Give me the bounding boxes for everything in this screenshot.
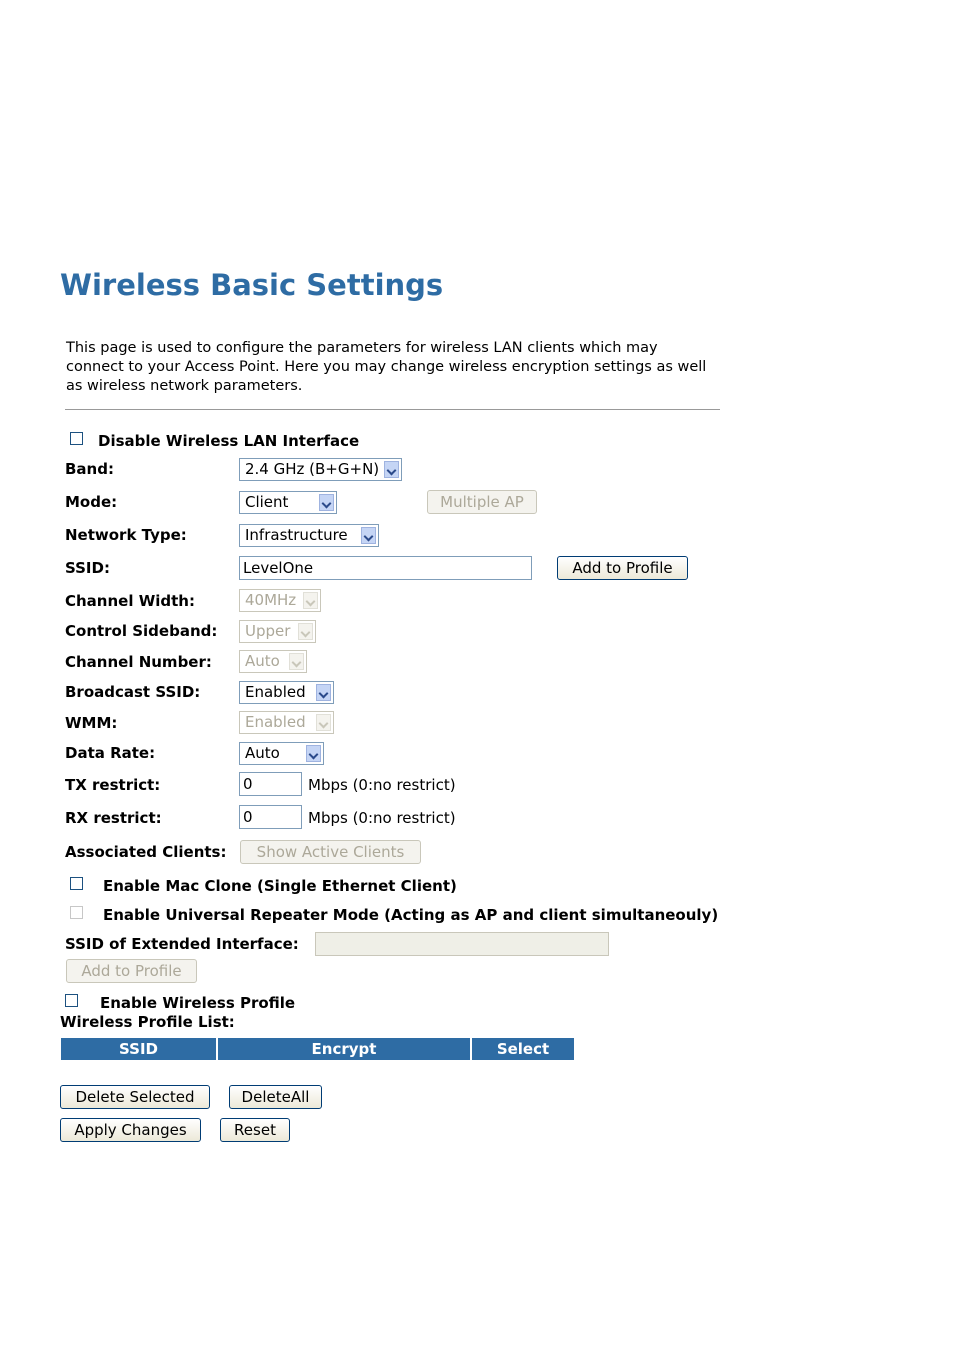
- ssid-label: SSID:: [65, 559, 110, 577]
- channel-width-value: 40MHz: [245, 591, 297, 609]
- broadcast-ssid-label: Broadcast SSID:: [65, 683, 201, 701]
- chevron-down-icon: [306, 745, 321, 762]
- chevron-down-icon: [316, 714, 331, 731]
- apply-changes-button[interactable]: Apply Changes: [60, 1118, 201, 1142]
- network-type-label: Network Type:: [65, 526, 187, 544]
- chevron-down-icon: [384, 461, 399, 478]
- ssid-input[interactable]: LevelOne: [239, 556, 532, 580]
- mode-select[interactable]: [239, 491, 337, 514]
- divider: [65, 409, 720, 410]
- associated-clients-label: Associated Clients:: [65, 843, 227, 861]
- channel-width-label: Channel Width:: [65, 592, 195, 610]
- band-select[interactable]: [239, 458, 402, 481]
- chevron-down-icon: [298, 623, 313, 640]
- band-label: Band:: [65, 460, 114, 478]
- wmm-label: WMM:: [65, 714, 118, 732]
- rx-restrict-input[interactable]: 0: [239, 805, 302, 829]
- chevron-down-icon: [289, 653, 304, 670]
- data-rate-select[interactable]: [239, 742, 324, 765]
- mode-value: Client: [245, 493, 289, 511]
- control-sideband-label: Control Sideband:: [65, 622, 218, 640]
- table-header-ssid: SSID: [61, 1038, 216, 1060]
- delete-all-button[interactable]: DeleteAll: [229, 1085, 322, 1109]
- network-type-value: Infrastructure: [245, 526, 348, 544]
- mode-label: Mode:: [65, 493, 118, 511]
- delete-selected-button[interactable]: Delete Selected: [60, 1085, 210, 1109]
- control-sideband-select[interactable]: [239, 620, 316, 643]
- ext-add-to-profile-button[interactable]: Add to Profile: [66, 959, 197, 983]
- table-header-encrypt: Encrypt: [218, 1038, 470, 1060]
- page-description: This page is used to configure the parameters for wireless LAN clients which may connect to your Access Point. Here you may change wireless encryption settings as well as wireless network parameters.: [66, 340, 707, 394]
- control-sideband-value: Upper: [245, 622, 291, 640]
- broadcast-ssid-value: Enabled: [245, 683, 306, 701]
- reset-button[interactable]: Reset: [220, 1118, 290, 1142]
- tx-restrict-unit: Mbps (0:no restrict): [308, 776, 456, 794]
- tx-restrict-label: TX restrict:: [65, 776, 161, 794]
- chevron-down-icon: [319, 494, 334, 511]
- data-rate-label: Data Rate:: [65, 744, 156, 762]
- profile-list-label: Wireless Profile List:: [60, 1013, 235, 1031]
- disable-wlan-checkbox[interactable]: [70, 432, 83, 445]
- wmm-select[interactable]: [239, 711, 334, 734]
- channel-number-label: Channel Number:: [65, 653, 212, 671]
- chevron-down-icon: [303, 592, 318, 609]
- band-value: 2.4 GHz (B+G+N): [245, 460, 380, 478]
- add-to-profile-button[interactable]: Add to Profile: [557, 556, 688, 580]
- repeater-label: Enable Universal Repeater Mode (Acting as AP and client simultaneouly): [103, 906, 719, 924]
- wireless-profile-label: Enable Wireless Profile: [100, 994, 296, 1012]
- table-header-select: Select: [472, 1038, 574, 1060]
- show-active-clients-button[interactable]: Show Active Clients: [240, 840, 421, 864]
- tx-restrict-input[interactable]: 0: [239, 772, 302, 796]
- ext-ssid-input[interactable]: [315, 932, 609, 956]
- channel-number-select[interactable]: [239, 650, 307, 673]
- channel-number-value: Auto: [245, 652, 280, 670]
- rx-restrict-label: RX restrict:: [65, 809, 162, 827]
- channel-width-select[interactable]: [239, 589, 321, 612]
- wireless-profile-checkbox[interactable]: [65, 994, 78, 1007]
- multiple-ap-button[interactable]: Multiple AP: [427, 490, 537, 514]
- disable-wlan-label: Disable Wireless LAN Interface: [98, 432, 360, 450]
- chevron-down-icon: [361, 527, 376, 544]
- wmm-value: Enabled: [245, 713, 306, 731]
- rx-restrict-unit: Mbps (0:no restrict): [308, 809, 456, 827]
- data-rate-value: Auto: [245, 744, 280, 762]
- page-title: Wireless Basic Settings: [60, 268, 444, 302]
- network-type-select[interactable]: [239, 524, 379, 547]
- mac-clone-label: Enable Mac Clone (Single Ethernet Client): [103, 877, 457, 895]
- broadcast-ssid-select[interactable]: [239, 681, 334, 704]
- repeater-checkbox[interactable]: [70, 906, 83, 919]
- chevron-down-icon: [316, 684, 331, 701]
- mac-clone-checkbox[interactable]: [70, 877, 83, 890]
- ext-ssid-label: SSID of Extended Interface:: [65, 935, 299, 953]
